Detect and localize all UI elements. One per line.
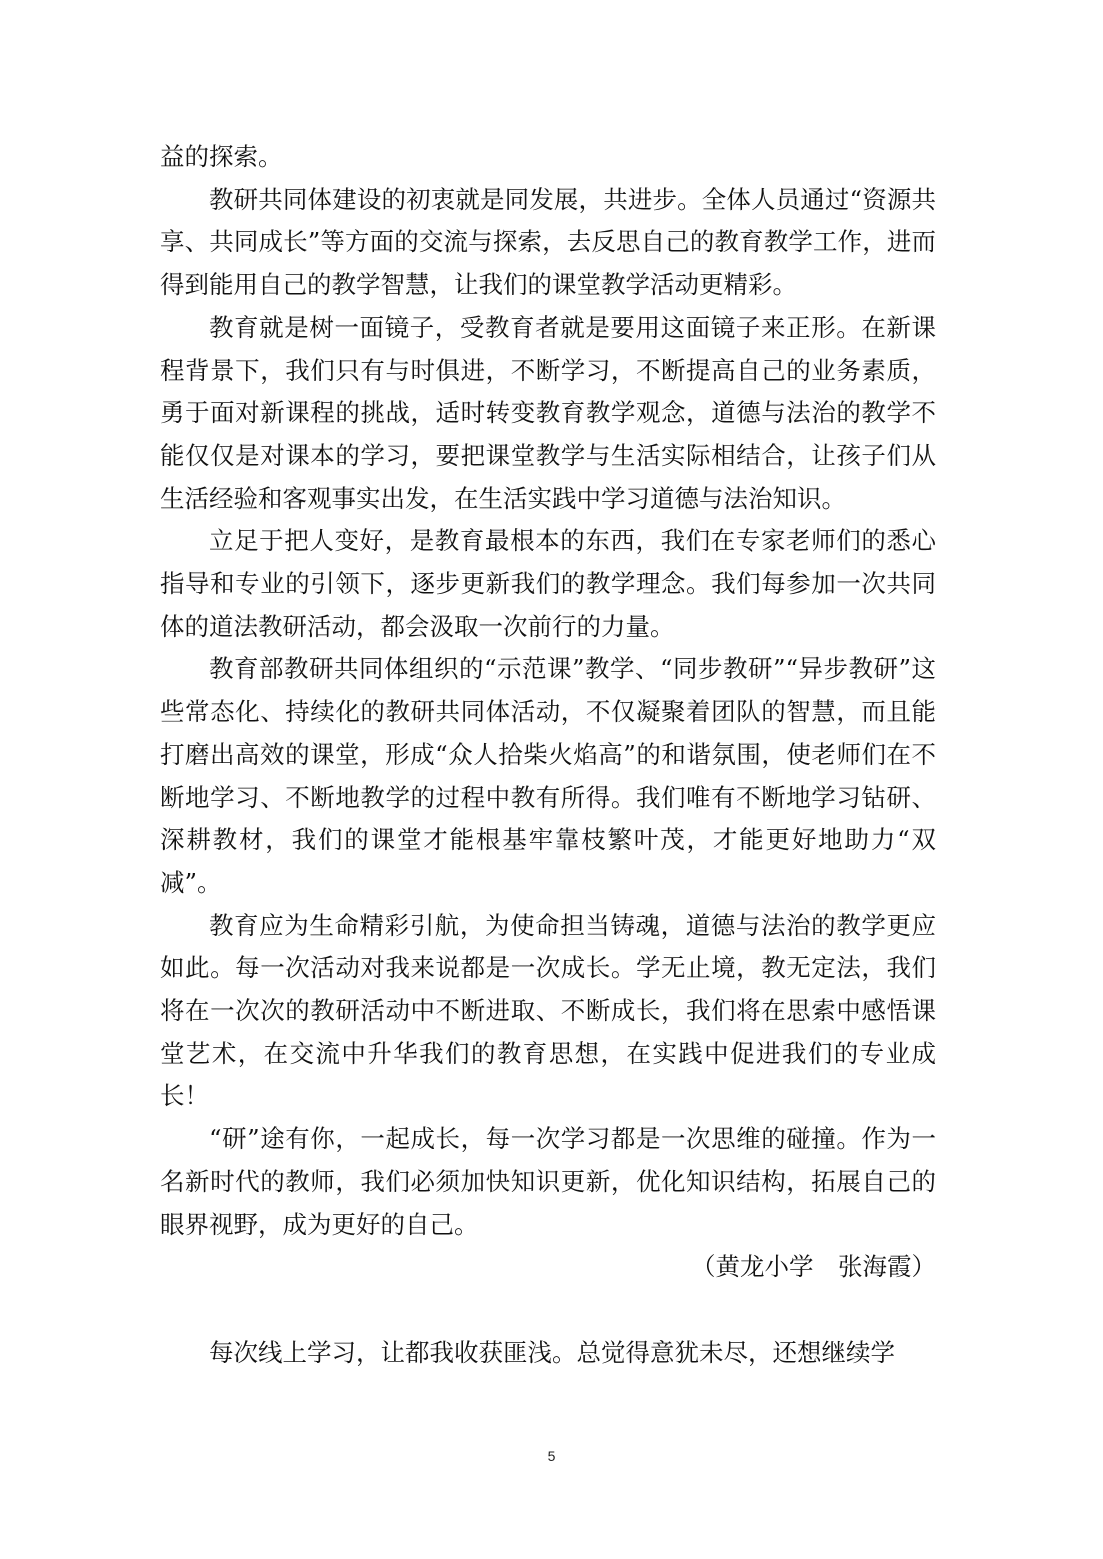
article-body bbox=[160, 136, 936, 1375]
author-signature: （黄龙小学 张海霞） bbox=[691, 1252, 936, 1282]
paragraph-community-purpose: 教研共同体建设的初衷就是同发展，共进步。全体人员通过“资源共享、共同成长”等方面的交流与探索，去反思自己的教育教学工作，进而得到能用自己的教学智慧，让我们的课堂教学活动更精彩。 bbox=[160, 184, 936, 300]
section-gap bbox=[160, 1289, 936, 1332]
paragraph-mirror: 教育就是树一面镜子，受教育者就是要用这面镜子来正形。在新课程背景下，我们只有与时俱进，不断学习，不断提高自己的业务素质，勇于面对新课程的挑战，适时转变教育教学观念，道德与法治的教学不能仅仅是对课本的学习，要把课堂教学与生活实际相结合，让孩子们从生活经验和客观事实出发，在生活实践中学习道德与法治知识。 bbox=[160, 312, 936, 513]
paragraph-growing-together: “研”途有你，一起成长，每一次学习都是一次思维的碰撞。作为一名新时代的教师，我们必须加快知识更新，优化知识结构，拓展自己的眼界视野，成为更好的自己。 bbox=[160, 1124, 936, 1239]
paragraph-continuation: 益的探索。 bbox=[160, 142, 283, 171]
page-number: 5 bbox=[547, 1448, 556, 1464]
paragraph-expert-guidance: 立足于把人变好，是教育最根本的东西，我们在专家老师们的悉心指导和专业的引领下，逐步更新我们的教学理念。我们每参加一次共同体的道法教研活动，都会汲取一次前行的力量。 bbox=[160, 526, 936, 641]
paragraph-online-learning: 每次线上学习，让都我收获匪浅。总觉得意犹未尽，还想继续学 bbox=[209, 1337, 895, 1367]
paragraph-life-guidance: 教育应为生命精彩引航，为使命担当铸魂，道德与法治的教学更应如此。每一次活动对我来说都是一次成长。学无止境，教无定法，我们将在一次次的教研活动中不断进取、不断成长，我们将在思索中感悟课堂艺术，在交流中升华我们的教育思想，在实践中促进我们的专业成长！ bbox=[160, 910, 936, 1111]
paragraph-research-activities: 教育部教研共同体组织的“示范课”教学、“同步教研”“异步教研”这些常态化、持续化的教研共同体活动，不仅凝聚着团队的智慧，而且能打磨出高效的课堂，形成“众人拾柴火焰高”的和谐氛围，使老师们在不断地学习、不断地教学的过程中教有所得。我们唯有不断地学习钻研、深耕教材，我们的课堂才能根基牢靠枝繁叶茂，才能更好地助力“双减”。 bbox=[160, 654, 936, 897]
